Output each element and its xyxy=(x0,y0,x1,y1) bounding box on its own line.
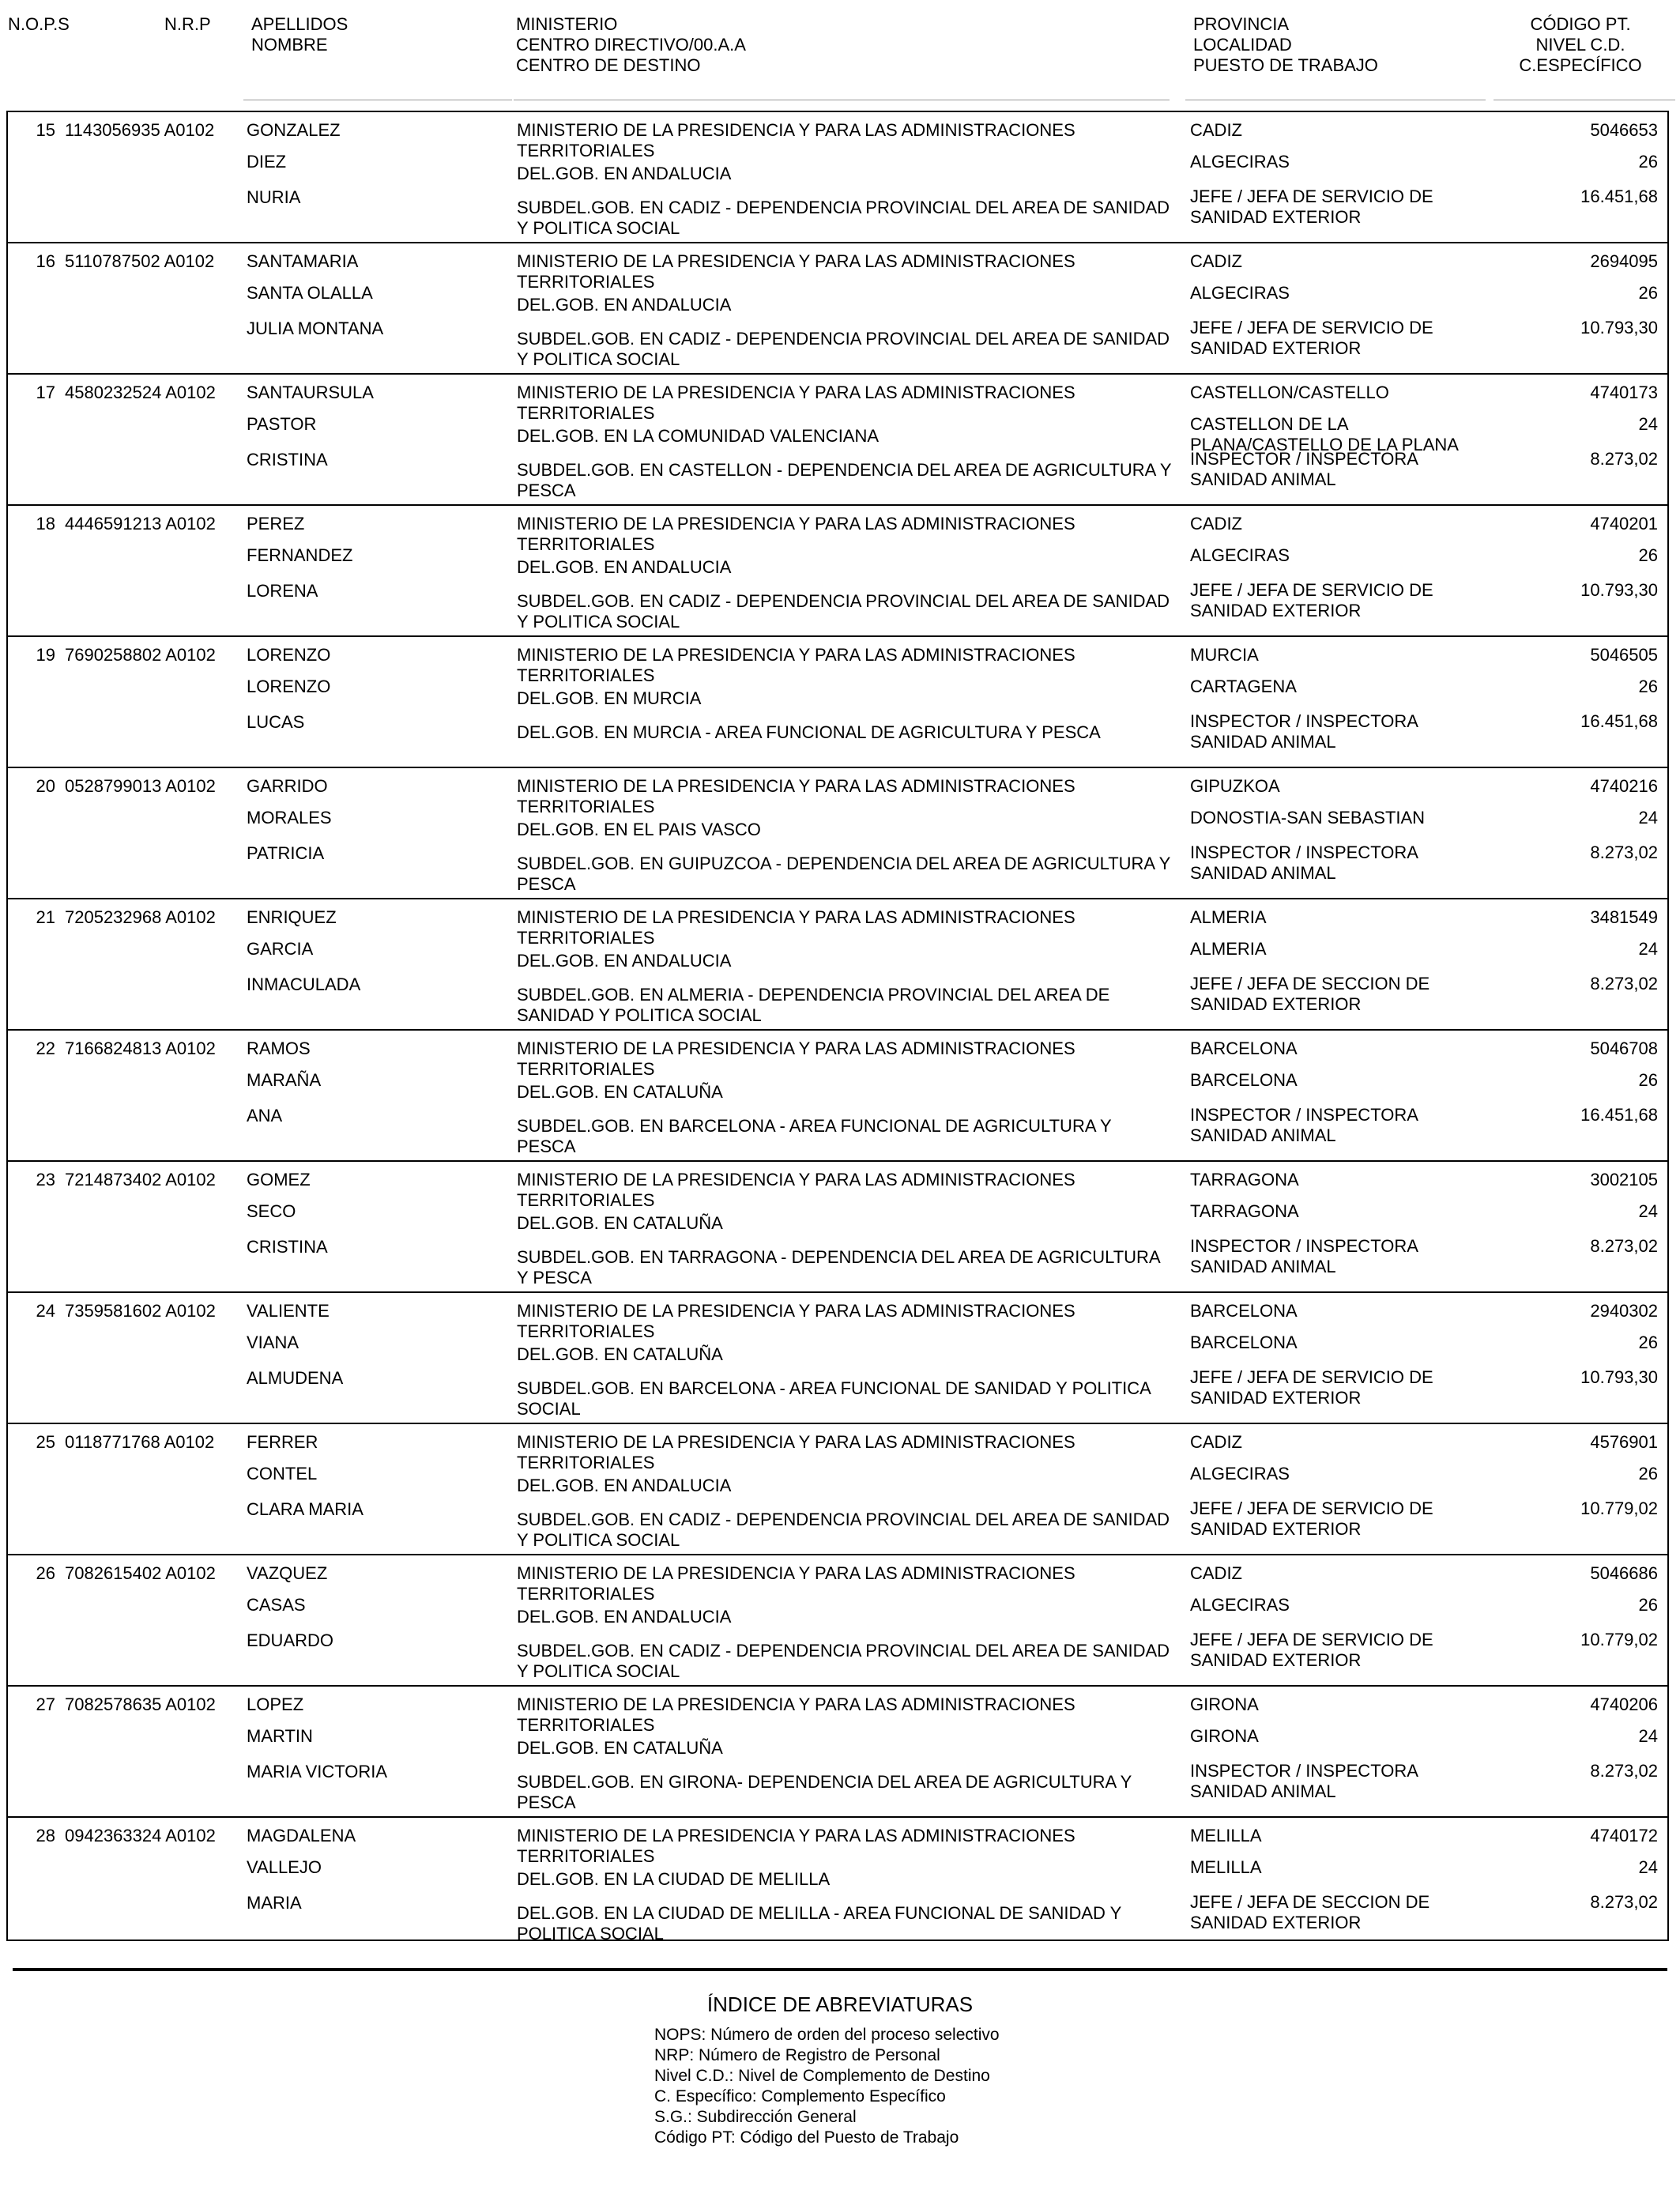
codigo-cell: 4740216 xyxy=(1590,776,1658,796)
codigo-cell: 3481549 xyxy=(1590,907,1658,927)
centro-destino-cell: SUBDEL.GOB. EN CADIZ - DEPENDENCIA PROVINCIAL DEL AREA DE SANIDAD Y POLITICA SOCIAL xyxy=(517,591,1170,631)
nrp-cell: 7214873402 A0102 xyxy=(65,1170,216,1189)
legend-item: C. Específico: Complemento Específico xyxy=(654,2087,946,2105)
nops-cell: 17 xyxy=(36,383,55,402)
nivel-cell: 26 xyxy=(1638,1070,1658,1090)
nrp-cell: 4446591213 A0102 xyxy=(65,514,216,533)
provincia-cell: CADIZ xyxy=(1190,1563,1242,1583)
localidad-cell: ALGECIRAS xyxy=(1190,1595,1290,1615)
puesto-cell: JEFE / JEFA DE SERVICIO DE SANIDAD EXTERIOR xyxy=(1190,1630,1433,1670)
nops-cell: 19 xyxy=(36,645,55,665)
ministerio-cell: MINISTERIO DE LA PRESIDENCIA Y PARA LAS ADMINISTRACIONES TERRITORIALES xyxy=(517,1826,1075,1866)
codigo-cell: 4576901 xyxy=(1590,1432,1658,1452)
table-row xyxy=(8,1555,1667,1687)
table-header xyxy=(0,14,1680,101)
table-row xyxy=(8,899,1667,1031)
especifico-cell: 16.451,68 xyxy=(1580,187,1658,206)
apellido1-cell: PEREZ xyxy=(247,514,305,533)
nops-cell: 15 xyxy=(36,120,55,140)
apellido2-cell: CONTEL xyxy=(247,1464,318,1483)
puesto-cell: JEFE / JEFA DE SERVICIO DE SANIDAD EXTERIOR xyxy=(1190,318,1433,358)
apellido2-cell: GARCIA xyxy=(247,939,314,959)
nops-cell: 25 xyxy=(36,1432,55,1452)
codigo-cell: 5046505 xyxy=(1590,645,1658,665)
legend-item: NRP: Número de Registro de Personal xyxy=(654,2046,940,2064)
header-apellidos: APELLIDOS NOMBRE xyxy=(251,14,348,55)
apellido1-cell: GARRIDO xyxy=(247,776,328,796)
nivel-cell: 24 xyxy=(1638,1201,1658,1221)
table-row xyxy=(8,1687,1667,1818)
nrp-cell: 7359581602 A0102 xyxy=(65,1301,216,1321)
legend-item: NOPS: Número de orden del proceso selectivo xyxy=(654,2026,1000,2044)
table-row xyxy=(8,637,1667,768)
ministerio-cell: MINISTERIO DE LA PRESIDENCIA Y PARA LAS ADMINISTRACIONES TERRITORIALES xyxy=(517,1039,1075,1079)
nrp-cell: 7166824813 A0102 xyxy=(65,1039,216,1058)
nombre-cell: LORENA xyxy=(247,581,318,601)
ministerio-cell: MINISTERIO DE LA PRESIDENCIA Y PARA LAS ADMINISTRACIONES TERRITORIALES xyxy=(517,1563,1075,1604)
centro-directivo-cell: DEL.GOB. EN ANDALUCIA xyxy=(517,295,732,315)
especifico-cell: 8.273,02 xyxy=(1590,449,1658,469)
nivel-cell: 24 xyxy=(1638,1857,1658,1877)
codigo-cell: 4740172 xyxy=(1590,1826,1658,1845)
ministerio-cell: MINISTERIO DE LA PRESIDENCIA Y PARA LAS ADMINISTRACIONES TERRITORIALES xyxy=(517,1695,1075,1735)
table-row xyxy=(8,1031,1667,1162)
centro-directivo-cell: DEL.GOB. EN CATALUÑA xyxy=(517,1344,723,1364)
table-row xyxy=(8,1818,1667,1949)
nombre-cell: CLARA MARIA xyxy=(247,1499,363,1519)
centro-destino-cell: SUBDEL.GOB. EN BARCELONA - AREA FUNCIONAL DE SANIDAD Y POLITICA SOCIAL xyxy=(517,1378,1151,1419)
table-row xyxy=(8,112,1667,243)
legend-item: S.G.: Subdirección General xyxy=(654,2108,857,2126)
localidad-cell: GIRONA xyxy=(1190,1726,1259,1746)
nivel-cell: 26 xyxy=(1638,1333,1658,1352)
nivel-cell: 24 xyxy=(1638,1726,1658,1746)
table-row xyxy=(8,1162,1667,1293)
puesto-cell: JEFE / JEFA DE SERVICIO DE SANIDAD EXTERIOR xyxy=(1190,1498,1433,1539)
legend-items xyxy=(654,2025,1000,2148)
nombre-cell: JULIA MONTANA xyxy=(247,319,384,338)
apellido1-cell: LORENZO xyxy=(247,645,331,665)
header-codigo: CÓDIGO PT. NIVEL C.D. C.ESPECÍFICO xyxy=(1519,14,1642,75)
puesto-cell: INSPECTOR / INSPECTORA SANIDAD ANIMAL xyxy=(1190,843,1418,883)
apellido1-cell: SANTAURSULA xyxy=(247,383,374,402)
nivel-cell: 26 xyxy=(1638,677,1658,696)
centro-destino-cell: SUBDEL.GOB. EN TARRAGONA - DEPENDENCIA DEL AREA DE AGRICULTURA Y PESCA xyxy=(517,1247,1160,1287)
ministerio-cell: MINISTERIO DE LA PRESIDENCIA Y PARA LAS ADMINISTRACIONES TERRITORIALES xyxy=(517,645,1075,685)
apellido2-cell: VALLEJO xyxy=(247,1857,322,1877)
nrp-cell: 7205232968 A0102 xyxy=(65,907,216,927)
table-row xyxy=(8,1293,1667,1424)
provincia-cell: CADIZ xyxy=(1190,120,1242,140)
nrp-cell: 4580232524 A0102 xyxy=(65,383,216,402)
codigo-cell: 3002105 xyxy=(1590,1170,1658,1189)
legend-divider xyxy=(13,1968,1667,1971)
header-nrp: N.R.P xyxy=(164,14,211,34)
provincia-cell: BARCELONA xyxy=(1190,1039,1298,1058)
nivel-cell: 24 xyxy=(1638,808,1658,827)
apellido1-cell: SANTAMARIA xyxy=(247,251,359,271)
centro-destino-cell: SUBDEL.GOB. EN CADIZ - DEPENDENCIA PROVINCIAL DEL AREA DE SANIDAD Y POLITICA SOCIAL xyxy=(517,198,1170,238)
apellido2-cell: CASAS xyxy=(247,1595,306,1615)
puesto-cell: JEFE / JEFA DE SERVICIO DE SANIDAD EXTERIOR xyxy=(1190,187,1433,227)
provincia-cell: ALMERIA xyxy=(1190,907,1267,927)
apellido2-cell: SANTA OLALLA xyxy=(247,283,373,303)
puesto-cell: INSPECTOR / INSPECTORA SANIDAD ANIMAL xyxy=(1190,1105,1418,1145)
centro-directivo-cell: DEL.GOB. EN CATALUÑA xyxy=(517,1738,723,1758)
apellido2-cell: PASTOR xyxy=(247,414,317,434)
especifico-cell: 10.793,30 xyxy=(1580,1367,1658,1387)
localidad-cell: ALGECIRAS xyxy=(1190,152,1290,172)
apellido1-cell: FERRER xyxy=(247,1432,318,1452)
nrp-cell: 5110787502 A0102 xyxy=(65,251,215,271)
nops-cell: 27 xyxy=(36,1695,55,1714)
nombre-cell: CRISTINA xyxy=(247,1237,328,1257)
provincia-cell: MURCIA xyxy=(1190,645,1259,665)
nops-cell: 20 xyxy=(36,776,55,796)
apellido2-cell: DIEZ xyxy=(247,152,287,172)
apellido1-cell: RAMOS xyxy=(247,1039,311,1058)
centro-destino-cell: SUBDEL.GOB. EN CADIZ - DEPENDENCIA PROVINCIAL DEL AREA DE SANIDAD Y POLITICA SOCIAL xyxy=(517,329,1170,369)
centro-destino-cell: SUBDEL.GOB. EN CADIZ - DEPENDENCIA PROVINCIAL DEL AREA DE SANIDAD Y POLITICA SOCIAL xyxy=(517,1510,1170,1550)
nombre-cell: LUCAS xyxy=(247,712,305,732)
centro-directivo-cell: DEL.GOB. EN ANDALUCIA xyxy=(517,1476,732,1495)
especifico-cell: 10.793,30 xyxy=(1580,318,1658,337)
especifico-cell: 8.273,02 xyxy=(1590,1761,1658,1781)
nombre-cell: NURIA xyxy=(247,187,301,207)
centro-directivo-cell: DEL.GOB. EN ANDALUCIA xyxy=(517,1607,732,1627)
nops-cell: 26 xyxy=(36,1563,55,1583)
puesto-cell: INSPECTOR / INSPECTORA SANIDAD ANIMAL xyxy=(1190,449,1418,489)
apellido1-cell: ENRIQUEZ xyxy=(247,907,337,927)
centro-directivo-cell: DEL.GOB. EN ANDALUCIA xyxy=(517,557,732,577)
table-row xyxy=(8,1424,1667,1555)
centro-directivo-cell: DEL.GOB. EN CATALUÑA xyxy=(517,1213,723,1233)
apellido1-cell: VAZQUEZ xyxy=(247,1563,328,1583)
header-nops: N.O.P.S xyxy=(8,14,70,34)
provincia-cell: GIRONA xyxy=(1190,1695,1259,1714)
especifico-cell: 16.451,68 xyxy=(1580,1105,1658,1125)
apellido2-cell: MARTIN xyxy=(247,1726,313,1746)
table-row xyxy=(8,243,1667,375)
apellido1-cell: MAGDALENA xyxy=(247,1826,356,1845)
centro-destino-cell: SUBDEL.GOB. EN ALMERIA - DEPENDENCIA PROVINCIAL DEL AREA DE SANIDAD Y POLITICA SOCIAL xyxy=(517,985,1110,1025)
localidad-cell: BARCELONA xyxy=(1190,1333,1298,1352)
results-table xyxy=(6,111,1669,1941)
nombre-cell: MARIA VICTORIA xyxy=(247,1762,388,1781)
apellido2-cell: MARAÑA xyxy=(247,1070,322,1090)
centro-destino-cell: DEL.GOB. EN LA CIUDAD DE MELILLA - AREA FUNCIONAL DE SANIDAD Y POLITICA SOCIAL xyxy=(517,1903,1121,1943)
puesto-cell: INSPECTOR / INSPECTORA SANIDAD ANIMAL xyxy=(1190,1761,1418,1801)
localidad-cell: BARCELONA xyxy=(1190,1070,1298,1090)
table-row xyxy=(8,375,1667,506)
centro-destino-cell: SUBDEL.GOB. EN GUIPUZCOA - DEPENDENCIA DEL AREA DE AGRICULTURA Y PESCA xyxy=(517,854,1170,894)
ministerio-cell: MINISTERIO DE LA PRESIDENCIA Y PARA LAS ADMINISTRACIONES TERRITORIALES xyxy=(517,251,1075,292)
legend-title: ÍNDICE DE ABREVIATURAS xyxy=(706,1992,974,2016)
especifico-cell: 8.273,02 xyxy=(1590,1892,1658,1912)
provincia-cell: CADIZ xyxy=(1190,1432,1242,1452)
centro-directivo-cell: DEL.GOB. EN MURCIA xyxy=(517,688,702,708)
nrp-cell: 0118771768 A0102 xyxy=(65,1432,215,1452)
nops-cell: 28 xyxy=(36,1826,55,1845)
nrp-cell: 1143056935 A0102 xyxy=(65,120,215,140)
codigo-cell: 4740173 xyxy=(1590,383,1658,402)
especifico-cell: 10.779,02 xyxy=(1580,1630,1658,1649)
codigo-cell: 4740206 xyxy=(1590,1695,1658,1714)
apellido2-cell: VIANA xyxy=(247,1333,299,1352)
provincia-cell: CADIZ xyxy=(1190,251,1242,271)
nops-cell: 18 xyxy=(36,514,55,533)
centro-directivo-cell: DEL.GOB. EN LA CIUDAD DE MELILLA xyxy=(517,1869,831,1889)
centro-directivo-cell: DEL.GOB. EN CATALUÑA xyxy=(517,1082,723,1102)
nrp-cell: 0528799013 A0102 xyxy=(65,776,216,796)
centro-directivo-cell: DEL.GOB. EN ANDALUCIA xyxy=(517,164,732,183)
puesto-cell: JEFE / JEFA DE SECCION DE SANIDAD EXTERIOR xyxy=(1190,1892,1430,1932)
codigo-cell: 5046653 xyxy=(1590,120,1658,140)
nivel-cell: 26 xyxy=(1638,152,1658,172)
nombre-cell: PATRICIA xyxy=(247,843,325,863)
codigo-cell: 4740201 xyxy=(1590,514,1658,533)
nrp-cell: 7082615402 A0102 xyxy=(65,1563,216,1583)
especifico-cell: 10.779,02 xyxy=(1580,1498,1658,1518)
nivel-cell: 24 xyxy=(1638,414,1658,434)
nivel-cell: 26 xyxy=(1638,1464,1658,1483)
nops-cell: 22 xyxy=(36,1039,55,1058)
legend-item: Código PT: Código del Puesto de Trabajo xyxy=(654,2128,959,2147)
apellido1-cell: GOMEZ xyxy=(247,1170,311,1189)
nops-cell: 23 xyxy=(36,1170,55,1189)
localidad-cell: ALMERIA xyxy=(1190,939,1267,959)
provincia-cell: BARCELONA xyxy=(1190,1301,1298,1321)
centro-destino-cell: SUBDEL.GOB. EN BARCELONA - AREA FUNCIONAL DE AGRICULTURA Y PESCA xyxy=(517,1116,1112,1156)
nombre-cell: INMACULADA xyxy=(247,974,361,994)
nivel-cell: 26 xyxy=(1638,545,1658,565)
localidad-cell: DONOSTIA-SAN SEBASTIAN xyxy=(1190,808,1426,827)
centro-destino-cell: DEL.GOB. EN MURCIA - AREA FUNCIONAL DE AGRICULTURA Y PESCA xyxy=(517,722,1101,742)
provincia-cell: CASTELLON/CASTELLO xyxy=(1190,383,1389,402)
puesto-cell: JEFE / JEFA DE SERVICIO DE SANIDAD EXTERIOR xyxy=(1190,580,1433,620)
centro-directivo-cell: DEL.GOB. EN EL PAIS VASCO xyxy=(517,820,761,839)
codigo-cell: 2694095 xyxy=(1590,251,1658,271)
nops-cell: 24 xyxy=(36,1301,55,1321)
localidad-cell: MELILLA xyxy=(1190,1857,1262,1877)
header-provincia: PROVINCIA LOCALIDAD PUESTO DE TRABAJO xyxy=(1193,14,1378,75)
nrp-cell: 7690258802 A0102 xyxy=(65,645,216,665)
puesto-cell: INSPECTOR / INSPECTORA SANIDAD ANIMAL xyxy=(1190,711,1418,752)
nops-cell: 21 xyxy=(36,907,55,927)
header-ministerio: MINISTERIO CENTRO DIRECTIVO/00.A.A CENTRO DE DESTINO xyxy=(516,14,746,75)
provincia-cell: MELILLA xyxy=(1190,1826,1262,1845)
nrp-cell: 7082578635 A0102 xyxy=(65,1695,216,1714)
especifico-cell: 8.273,02 xyxy=(1590,974,1658,993)
apellido1-cell: VALIENTE xyxy=(247,1301,330,1321)
especifico-cell: 8.273,02 xyxy=(1590,1236,1658,1256)
ministerio-cell: MINISTERIO DE LA PRESIDENCIA Y PARA LAS ADMINISTRACIONES TERRITORIALES xyxy=(517,120,1075,160)
provincia-cell: GIPUZKOA xyxy=(1190,776,1280,796)
ministerio-cell: MINISTERIO DE LA PRESIDENCIA Y PARA LAS ADMINISTRACIONES TERRITORIALES xyxy=(517,907,1075,948)
nops-cell: 16 xyxy=(36,251,55,271)
apellido2-cell: LORENZO xyxy=(247,677,331,696)
provincia-cell: TARRAGONA xyxy=(1190,1170,1299,1189)
apellido1-cell: LOPEZ xyxy=(247,1695,304,1714)
nivel-cell: 26 xyxy=(1638,1595,1658,1615)
nombre-cell: CRISTINA xyxy=(247,450,328,469)
localidad-cell: ALGECIRAS xyxy=(1190,1464,1290,1483)
centro-directivo-cell: DEL.GOB. EN LA COMUNIDAD VALENCIANA xyxy=(517,426,880,446)
localidad-cell: CASTELLON DE LA PLANA/CASTELLO DE LA PLANA xyxy=(1190,414,1459,454)
codigo-cell: 2940302 xyxy=(1590,1301,1658,1321)
codigo-cell: 5046686 xyxy=(1590,1563,1658,1583)
centro-destino-cell: SUBDEL.GOB. EN CADIZ - DEPENDENCIA PROVINCIAL DEL AREA DE SANIDAD Y POLITICA SOCIAL xyxy=(517,1641,1170,1681)
localidad-cell: ALGECIRAS xyxy=(1190,283,1290,303)
centro-directivo-cell: DEL.GOB. EN ANDALUCIA xyxy=(517,951,732,971)
puesto-cell: JEFE / JEFA DE SECCION DE SANIDAD EXTERIOR xyxy=(1190,974,1430,1014)
apellido2-cell: FERNANDEZ xyxy=(247,545,353,565)
puesto-cell: INSPECTOR / INSPECTORA SANIDAD ANIMAL xyxy=(1190,1236,1418,1276)
provincia-cell: CADIZ xyxy=(1190,514,1242,533)
nrp-cell: 0942363324 A0102 xyxy=(65,1826,216,1845)
ministerio-cell: MINISTERIO DE LA PRESIDENCIA Y PARA LAS ADMINISTRACIONES TERRITORIALES xyxy=(517,1301,1075,1341)
nombre-cell: MARIA xyxy=(247,1893,302,1913)
apellido2-cell: SECO xyxy=(247,1201,296,1221)
ministerio-cell: MINISTERIO DE LA PRESIDENCIA Y PARA LAS ADMINISTRACIONES TERRITORIALES xyxy=(517,514,1075,554)
localidad-cell: TARRAGONA xyxy=(1190,1201,1299,1221)
localidad-cell: ALGECIRAS xyxy=(1190,545,1290,565)
apellido2-cell: MORALES xyxy=(247,808,332,827)
ministerio-cell: MINISTERIO DE LA PRESIDENCIA Y PARA LAS ADMINISTRACIONES TERRITORIALES xyxy=(517,1170,1075,1210)
apellido1-cell: GONZALEZ xyxy=(247,120,341,140)
nombre-cell: EDUARDO xyxy=(247,1630,334,1650)
localidad-cell: CARTAGENA xyxy=(1190,677,1297,696)
ministerio-cell: MINISTERIO DE LA PRESIDENCIA Y PARA LAS ADMINISTRACIONES TERRITORIALES xyxy=(517,1432,1075,1472)
table-row xyxy=(8,768,1667,899)
ministerio-cell: MINISTERIO DE LA PRESIDENCIA Y PARA LAS ADMINISTRACIONES TERRITORIALES xyxy=(517,383,1075,423)
centro-destino-cell: SUBDEL.GOB. EN GIRONA- DEPENDENCIA DEL AREA DE AGRICULTURA Y PESCA xyxy=(517,1772,1132,1812)
puesto-cell: JEFE / JEFA DE SERVICIO DE SANIDAD EXTERIOR xyxy=(1190,1367,1433,1408)
nivel-cell: 24 xyxy=(1638,939,1658,959)
nombre-cell: ANA xyxy=(247,1106,283,1125)
nivel-cell: 26 xyxy=(1638,283,1658,303)
especifico-cell: 10.793,30 xyxy=(1580,580,1658,600)
especifico-cell: 8.273,02 xyxy=(1590,843,1658,862)
nombre-cell: ALMUDENA xyxy=(247,1368,344,1388)
codigo-cell: 5046708 xyxy=(1590,1039,1658,1058)
table-row xyxy=(8,506,1667,637)
especifico-cell: 16.451,68 xyxy=(1580,711,1658,731)
legend-item: Nivel C.D.: Nivel de Complemento de Destino xyxy=(654,2067,990,2085)
ministerio-cell: MINISTERIO DE LA PRESIDENCIA Y PARA LAS ADMINISTRACIONES TERRITORIALES xyxy=(517,776,1075,816)
centro-destino-cell: SUBDEL.GOB. EN CASTELLON - DEPENDENCIA DEL AREA DE AGRICULTURA Y PESCA xyxy=(517,460,1172,500)
